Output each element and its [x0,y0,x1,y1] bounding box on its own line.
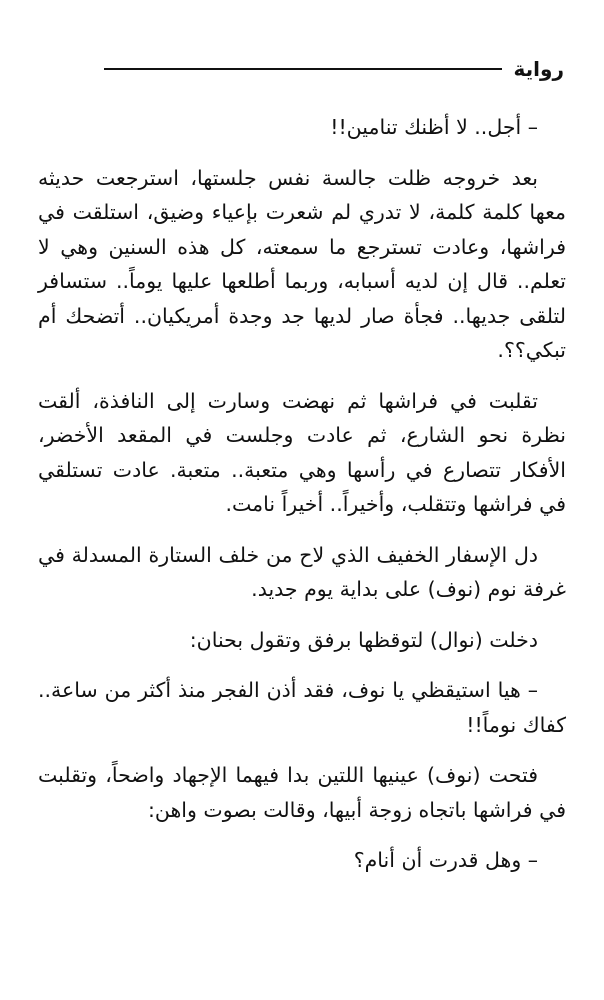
page-body [38,110,566,894]
page-header [104,54,564,84]
paragraph: – وهل قدرت أن أنام؟ [353,848,538,872]
running-title: رواية [513,57,564,81]
header-rule [104,68,502,70]
paragraph: دخلت (نوال) لتوقظها برفق وتقول بحنان: [189,627,538,652]
paragraph: دل الإسفار الخفيف الذي لاح من خلف الستارة المسدلة في غرفة نوم (نوف) على بداية يوم جديد. [38,542,566,601]
paragraph: تقلبت في فراشها ثم نهضت وسارت إلى النافذة، ألقت نظرة نحو الشارع، ثم عادت وجلست في المقعد الأخضر، الأفكار تتصارع في رأسها وهي متعبة.. متعبة. عادت تستلقي في فراشها وتتقلب، وأخيراً.. أخيراً نامت. [38,388,566,516]
paragraph: – أجل.. لا أظنك تنامين!! [330,115,538,139]
paragraph: بعد خروجه ظلت جالسة نفس جلستها، استرجعت حديثه معها كلمة كلمة، لا تدري لم شعرت بإعياء وضيق، استلقت في فراشها، وعادت تسترجع ما سمعته، كل هذه السنين وهي لا تعلم.. قال إن لديه أسبابه، وربما أطلعها عليها يوماً.. ستسافر لتلقى جديها.. فجأة صار لديها جد وجدة أمريكيان.. أتضحك أم تبكي؟؟. [38,165,566,362]
paragraph: فتحت (نوف) عينيها اللتين بدا فيهما الإجهاد واضحاً، وتقلبت في فراشها باتجاه زوجة أبيها، وقالت بصوت واهن: [38,763,566,822]
paragraph: – هيا استيقظي يا نوف، فقد أذن الفجر منذ أكثر من ساعة.. كفاك نوماً!! [38,678,566,737]
